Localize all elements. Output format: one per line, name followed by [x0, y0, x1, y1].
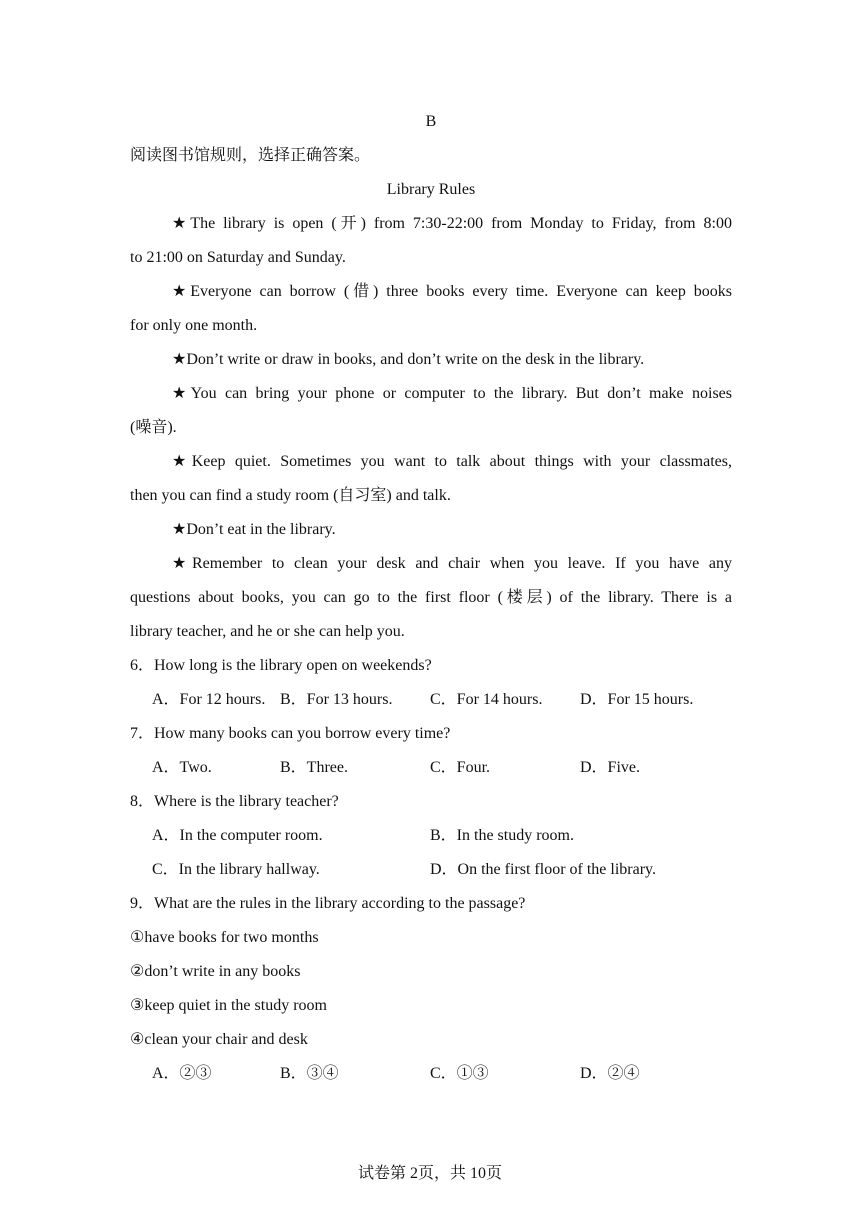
option-d[interactable]: D．For 15 hours. — [580, 691, 694, 708]
option-b[interactable]: B．③④ — [280, 1065, 339, 1082]
passage-title: Library Rules — [386, 181, 476, 198]
rule-7-line-2: questions about books, you can go to the first floor (楼层) of the library. There is a — [130, 589, 732, 606]
rule-2-line-2: for only one month. — [130, 317, 258, 334]
page-footer: 试卷第 2页，共 10页 — [357, 1165, 502, 1182]
option-a[interactable]: A．For 12 hours. — [152, 691, 266, 708]
statement-1: ①have books for two months — [130, 929, 319, 946]
option-c[interactable]: C．Four. — [430, 759, 491, 776]
question-stem: 9．What are the rules in the library according to the passage? — [130, 895, 526, 912]
rule-4-line-2: (噪音). — [130, 419, 177, 436]
option-a[interactable]: A．In the computer room. — [152, 827, 323, 844]
rule-3-line-1: ★Don’t write or draw in books, and don’t write on the desk in the library. — [172, 351, 645, 368]
rule-1-line-1: ★The library is open (开) from 7:30-22:00 from Monday to Friday, from 8:00 — [172, 215, 732, 232]
question-stem: 7．How many books can you borrow every time? — [130, 725, 451, 742]
rule-2-line-1: ★Everyone can borrow (借) three books every time. Everyone can keep books — [172, 283, 732, 300]
option-b[interactable]: B．For 13 hours. — [280, 691, 393, 708]
rule-4-line-1: ★You can bring your phone or computer to the library. But don’t make noises — [172, 385, 732, 402]
option-d[interactable]: D．On the first floor of the library. — [430, 861, 657, 878]
question-stem: 6．How long is the library open on weekends? — [130, 657, 432, 674]
option-d[interactable]: D．Five. — [580, 759, 641, 776]
option-a[interactable]: A．Two. — [152, 759, 212, 776]
rule-7-line-3: library teacher, and he or she can help you. — [130, 623, 405, 640]
option-c[interactable]: C．For 14 hours. — [430, 691, 543, 708]
rule-5-line-2: then you can find a study room (自习室) and talk. — [130, 487, 451, 504]
statement-3: ③keep quiet in the study room — [130, 997, 327, 1014]
statement-4: ④clean your chair and desk — [130, 1031, 308, 1048]
option-b[interactable]: B．In the study room. — [430, 827, 574, 844]
option-b[interactable]: B．Three. — [280, 759, 348, 776]
question-stem: 8．Where is the library teacher? — [130, 793, 339, 810]
option-c[interactable]: C．In the library hallway. — [152, 861, 320, 878]
rule-5-line-1: ★Keep quiet. Sometimes you want to talk about things with your classmates, — [172, 453, 732, 470]
statement-2: ②don’t write in any books — [130, 963, 301, 980]
section-letter: B — [425, 113, 437, 130]
option-d[interactable]: D．②④ — [580, 1065, 640, 1082]
option-c[interactable]: C．①③ — [430, 1065, 489, 1082]
rule-1-line-2: to 21:00 on Saturday and Sunday. — [130, 249, 346, 266]
option-a[interactable]: A．②③ — [152, 1065, 212, 1082]
rule-7-line-1: ★Remember to clean your desk and chair when you leave. If you have any — [172, 555, 732, 572]
rule-6-line-1: ★Don’t eat in the library. — [172, 521, 336, 538]
instruction: 阅读图书馆规则，选择正确答案。 — [130, 147, 371, 164]
